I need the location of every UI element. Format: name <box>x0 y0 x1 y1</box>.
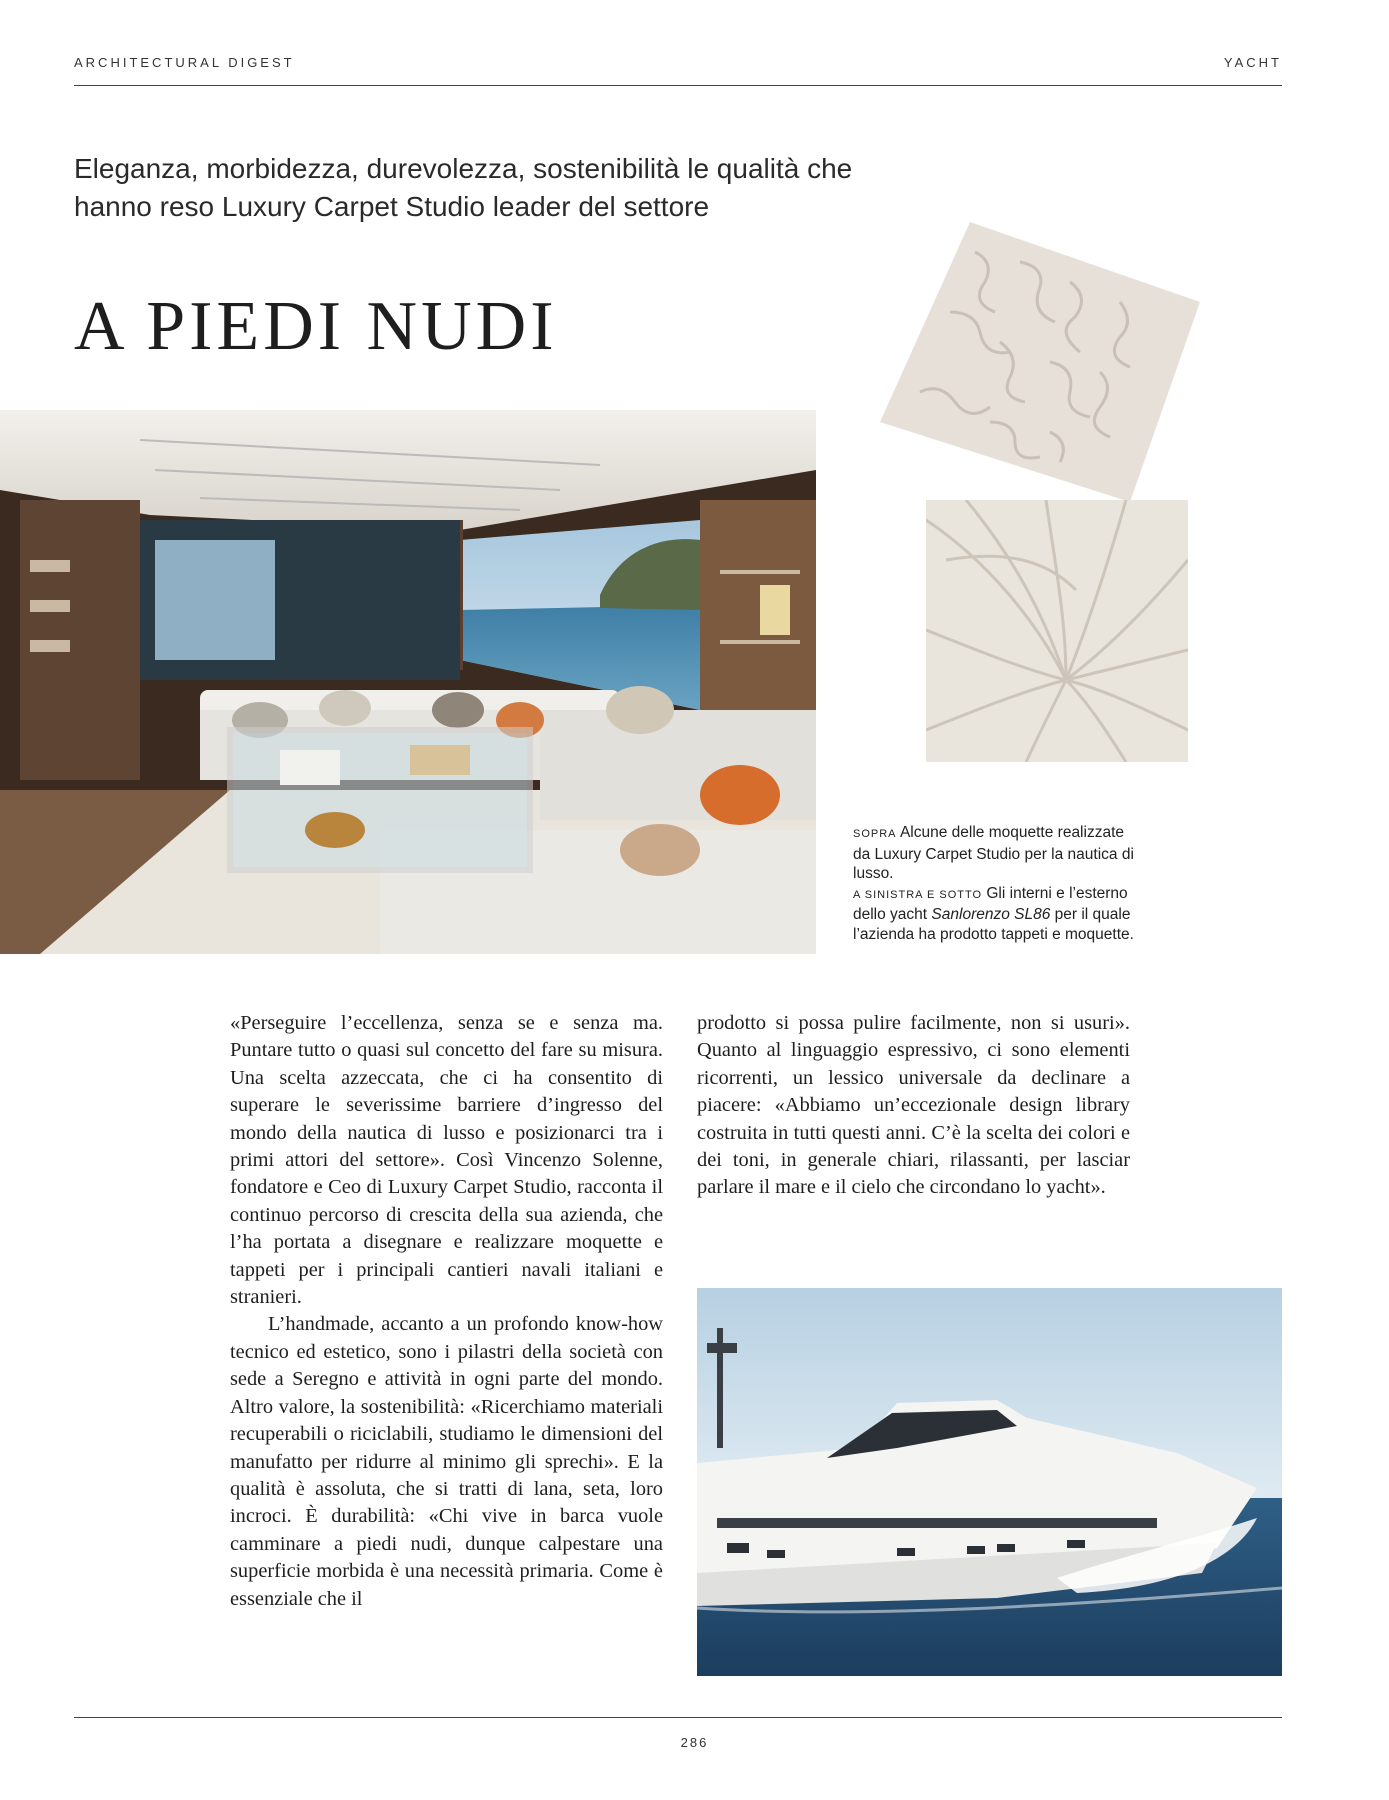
body-column-left <box>230 1010 663 1613</box>
caption-text-left-below-1: Gli interni e l’esterno dello yacht <box>853 884 1128 923</box>
body-paragraph: «Perseguire l’eccellenza, senza se e senza ma. Puntare tutto o quasi sul concetto del fare su misura. Una scelta azzeccata, che ci ha consentito di superare le severissime barriere d’ingresso del mondo della nautica di lusso e posizionarci tra i primi attori del settore». Così Vincenzo Solenne, fondatore e Ceo di Luxury Carpet Studio, racconta il continuo percorso di crescita della sua azienda, che l’ha portata a disegnare e realizzare moquette e tappeti per i principali cantieri navali italiani e stranieri. <box>230 1012 663 1309</box>
caption-label-left-below: A SINISTRA E SOTTO <box>853 888 983 901</box>
carpet-sample-organic <box>880 222 1200 502</box>
yacht-exterior-photo <box>697 1288 1282 1676</box>
caption-yacht-name: Sanlorenzo SL86 <box>931 906 1051 923</box>
footer-rule <box>74 1717 1282 1718</box>
caption-label-above: SOPRA <box>853 828 897 840</box>
article-title: A PIEDI NUDI <box>74 287 558 365</box>
body-paragraph: L’handmade, accanto a un profondo know-how tecnico ed estetico, sono i pilastri della società con sede a Seregno e attività in ogni parte del mondo. Altro valore, la sostenibilità: «Ricerchiamo materiali recuperabili o riciclabili, studiamo le dimensioni del manufatto per ridurre al minimo gli sprechi». E la qualità è assoluta, che si tratti di lana, seta, loro incroci. È durabilità: «Chi vive in barca vuole camminare a piedi nudi, dunque calpestare una superficie morbida è una necessità primaria. Come è essenziale che il <box>230 1313 663 1610</box>
caption-text-above: Alcune delle moquette realizzate da Luxury Carpet Studio per la nautica di lusso. <box>853 824 1134 882</box>
page-number: 286 <box>680 1735 709 1750</box>
carpet-sample-leaf <box>926 500 1188 762</box>
header-rule <box>74 85 1282 86</box>
article-deck: Eleganza, morbidezza, durevolezza, sostenibilità le qualità che hanno reso Luxury Carpet Studio leader del settore <box>74 153 853 222</box>
body-column-right <box>697 1010 1130 1202</box>
photo-caption <box>853 823 1143 944</box>
caption-text-left-below-2: per il quale l’azienda ha prodotto tappeti e moquette. <box>853 906 1134 943</box>
section-name: YACHT <box>1223 55 1282 70</box>
body-paragraph: prodotto si possa pulire facilmente, non si usuri». Quanto al linguaggio espressivo, ci sono elementi ricorrenti, un lessico universale da declinare a piacere: «Abbiamo un’eccezionale design library costruita in tutti questi anni. C’è la scelta dei colori e dei toni, in generale chiari, rilassanti, per lasciar parlare il mare e il cielo che circondano lo yacht». <box>697 1012 1130 1199</box>
magazine-name: ARCHITECTURAL DIGEST <box>74 55 295 70</box>
yacht-interior-photo <box>0 410 816 954</box>
